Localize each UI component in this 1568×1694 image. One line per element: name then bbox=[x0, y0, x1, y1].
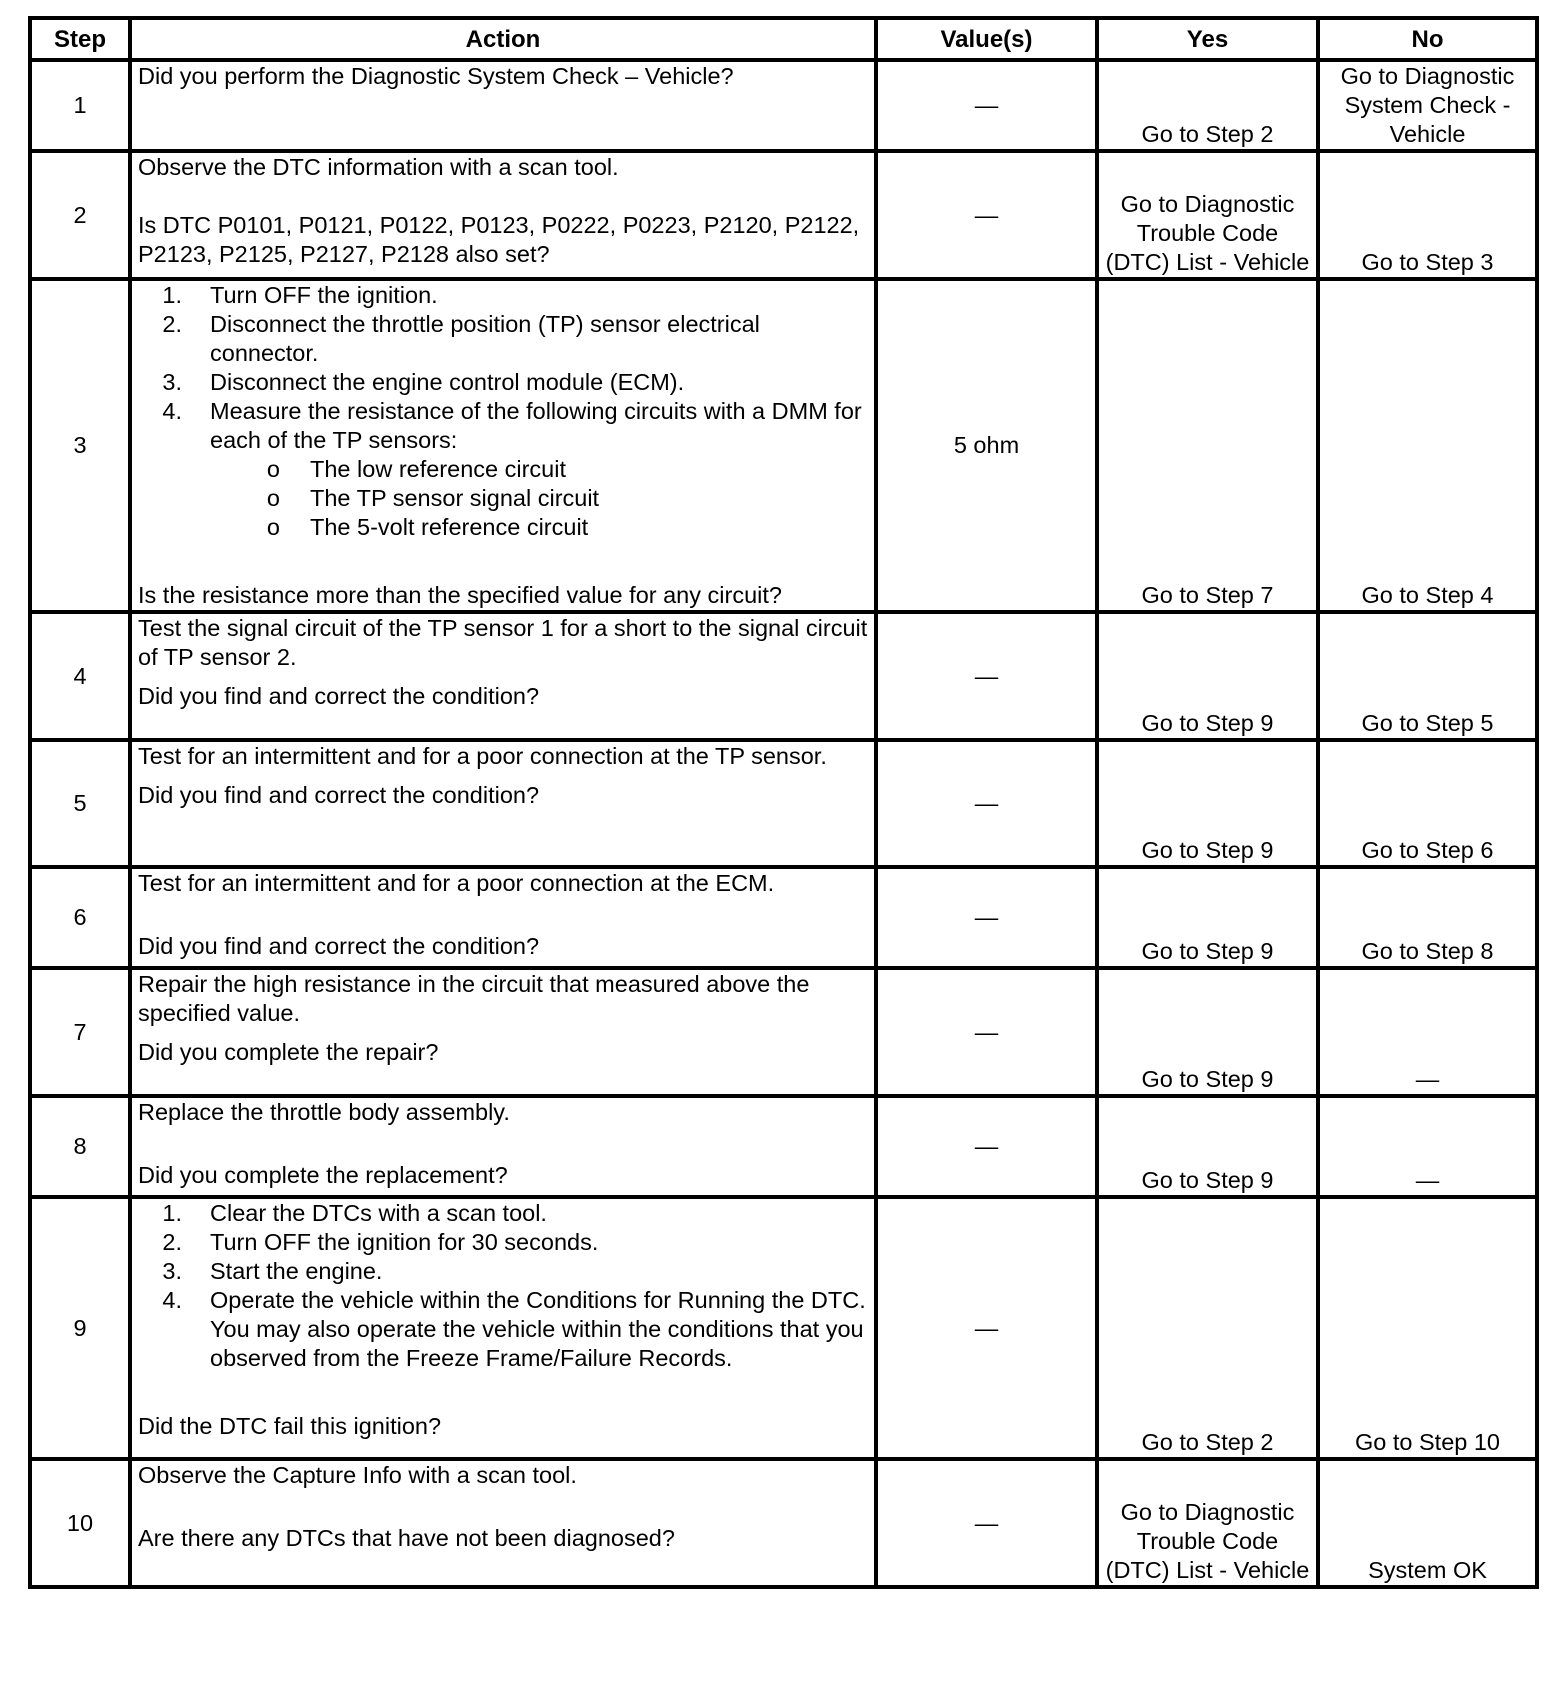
value-cell: — bbox=[876, 1096, 1097, 1197]
action-text: Observe the DTC information with a scan tool. bbox=[138, 154, 619, 180]
header-row bbox=[30, 18, 1537, 60]
step-number: 2 bbox=[30, 151, 130, 279]
yes-cell: Go to Diagnostic Trouble Code (DTC) List - Vehicle bbox=[1097, 1459, 1318, 1587]
list-item: 1. Turn OFF the ignition. bbox=[162, 282, 438, 308]
value-cell: 5 ohm bbox=[876, 279, 1097, 612]
action-text: Repair the high resistance in the circuit that measured above the specified value. bbox=[138, 971, 810, 1026]
yes-cell: Go to Step 2 bbox=[1097, 60, 1318, 151]
table-row bbox=[30, 1459, 1537, 1587]
step-number: 1 bbox=[30, 60, 130, 151]
action-question: Did you complete the repair? bbox=[138, 1039, 439, 1065]
table-row bbox=[30, 1197, 1537, 1459]
value-cell: — bbox=[876, 151, 1097, 279]
action-cell bbox=[130, 612, 876, 740]
action-text: Did you perform the Diagnostic System Check – Vehicle? bbox=[138, 63, 734, 89]
header-step: Step bbox=[30, 18, 130, 60]
action-cell bbox=[130, 279, 876, 612]
action-question: Did you complete the replacement? bbox=[138, 1162, 508, 1188]
action-text: Test for an intermittent and for a poor connection at the ECM. bbox=[138, 870, 775, 896]
list-item: 4. Measure the resistance of the following circuits with a DMM for each of the TP sensors: bbox=[162, 398, 862, 453]
step-number: 5 bbox=[30, 740, 130, 867]
yes-cell: Go to Diagnostic Trouble Code (DTC) List - Vehicle bbox=[1097, 151, 1318, 279]
step-number: 7 bbox=[30, 968, 130, 1096]
action-question: Did the DTC fail this ignition? bbox=[138, 1413, 442, 1439]
numbered-list bbox=[138, 1199, 868, 1373]
action-cell bbox=[130, 151, 876, 279]
action-question: Did you find and correct the condition? bbox=[138, 683, 540, 709]
table-row bbox=[30, 612, 1537, 740]
action-question: Did you find and correct the condition? bbox=[138, 782, 540, 808]
table-row bbox=[30, 279, 1537, 612]
sub-list-item: o The 5-volt reference circuit bbox=[266, 514, 589, 540]
sub-list-item: o The TP sensor signal circuit bbox=[266, 485, 600, 511]
action-question: Is the resistance more than the specified value for any circuit? bbox=[138, 582, 782, 608]
list-item: 1. Clear the DTCs with a scan tool. bbox=[162, 1200, 547, 1226]
no-cell: Go to Step 6 bbox=[1318, 740, 1537, 867]
action-cell bbox=[130, 740, 876, 867]
action-text: Test the signal circuit of the TP sensor 1 for a short to the signal circuit of TP sensor 2. bbox=[138, 615, 868, 670]
yes-cell: Go to Step 2 bbox=[1097, 1197, 1318, 1459]
no-cell: — bbox=[1318, 968, 1537, 1096]
yes-cell: Go to Step 9 bbox=[1097, 740, 1318, 867]
no-cell: System OK bbox=[1318, 1459, 1537, 1587]
action-text: Test for an intermittent and for a poor connection at the TP sensor. bbox=[138, 743, 827, 769]
table-row bbox=[30, 740, 1537, 867]
action-cell bbox=[130, 1096, 876, 1197]
step-number: 6 bbox=[30, 867, 130, 968]
no-cell: Go to Diagnostic System Check - Vehicle bbox=[1318, 60, 1537, 151]
step-number: 8 bbox=[30, 1096, 130, 1197]
yes-cell: Go to Step 9 bbox=[1097, 612, 1318, 740]
header-no: No bbox=[1318, 18, 1537, 60]
yes-cell: Go to Step 9 bbox=[1097, 968, 1318, 1096]
action-cell bbox=[130, 1197, 876, 1459]
list-item: 2. Disconnect the throttle position (TP) sensor electrical connector. bbox=[162, 311, 760, 366]
yes-cell: Go to Step 7 bbox=[1097, 279, 1318, 612]
step-number: 10 bbox=[30, 1459, 130, 1587]
value-cell: — bbox=[876, 612, 1097, 740]
value-cell: — bbox=[876, 867, 1097, 968]
table-row bbox=[30, 151, 1537, 279]
action-question: Are there any DTCs that have not been diagnosed? bbox=[138, 1525, 675, 1551]
no-cell: Go to Step 4 bbox=[1318, 279, 1537, 612]
sub-list bbox=[138, 455, 868, 542]
numbered-list bbox=[138, 281, 868, 455]
step-number: 3 bbox=[30, 279, 130, 612]
value-cell: — bbox=[876, 1459, 1097, 1587]
action-cell bbox=[130, 1459, 876, 1587]
list-item: 3. Disconnect the engine control module (ECM). bbox=[162, 369, 685, 395]
table-row bbox=[30, 867, 1537, 968]
no-cell: Go to Step 3 bbox=[1318, 151, 1537, 279]
no-cell: Go to Step 10 bbox=[1318, 1197, 1537, 1459]
action-cell bbox=[130, 968, 876, 1096]
action-text: Replace the throttle body assembly. bbox=[138, 1099, 510, 1125]
list-item: 2. Turn OFF the ignition for 30 seconds. bbox=[162, 1229, 599, 1255]
list-item: 4. Operate the vehicle within the Conditions for Running the DTC. You may also operate the vehicle within the conditions that you observed from the Freeze Frame/Failure Records. bbox=[162, 1287, 866, 1371]
yes-cell: Go to Step 9 bbox=[1097, 1096, 1318, 1197]
table-row bbox=[30, 968, 1537, 1096]
header-yes: Yes bbox=[1097, 18, 1318, 60]
table-row bbox=[30, 1096, 1537, 1197]
action-question: Did you find and correct the condition? bbox=[138, 933, 540, 959]
value-cell: — bbox=[876, 740, 1097, 867]
no-cell: — bbox=[1318, 1096, 1537, 1197]
header-action: Action bbox=[130, 18, 876, 60]
yes-cell: Go to Step 9 bbox=[1097, 867, 1318, 968]
value-cell: — bbox=[876, 968, 1097, 1096]
action-text: Observe the Capture Info with a scan tool. bbox=[138, 1462, 577, 1488]
list-item: 3. Start the engine. bbox=[162, 1258, 383, 1284]
action-cell bbox=[130, 60, 876, 151]
no-cell: Go to Step 5 bbox=[1318, 612, 1537, 740]
diagnostic-table bbox=[28, 16, 1539, 1589]
action-cell bbox=[130, 867, 876, 968]
sub-list-item: o The low reference circuit bbox=[266, 456, 566, 482]
table-row bbox=[30, 60, 1537, 151]
step-number: 9 bbox=[30, 1197, 130, 1459]
value-cell: — bbox=[876, 1197, 1097, 1459]
action-question: Is DTC P0101, P0121, P0122, P0123, P0222, P0223, P2120, P2122, P2123, P2125, P2127, P2128 also set? bbox=[138, 212, 860, 267]
step-number: 4 bbox=[30, 612, 130, 740]
no-cell: Go to Step 8 bbox=[1318, 867, 1537, 968]
value-cell: — bbox=[876, 60, 1097, 151]
header-value: Value(s) bbox=[876, 18, 1097, 60]
